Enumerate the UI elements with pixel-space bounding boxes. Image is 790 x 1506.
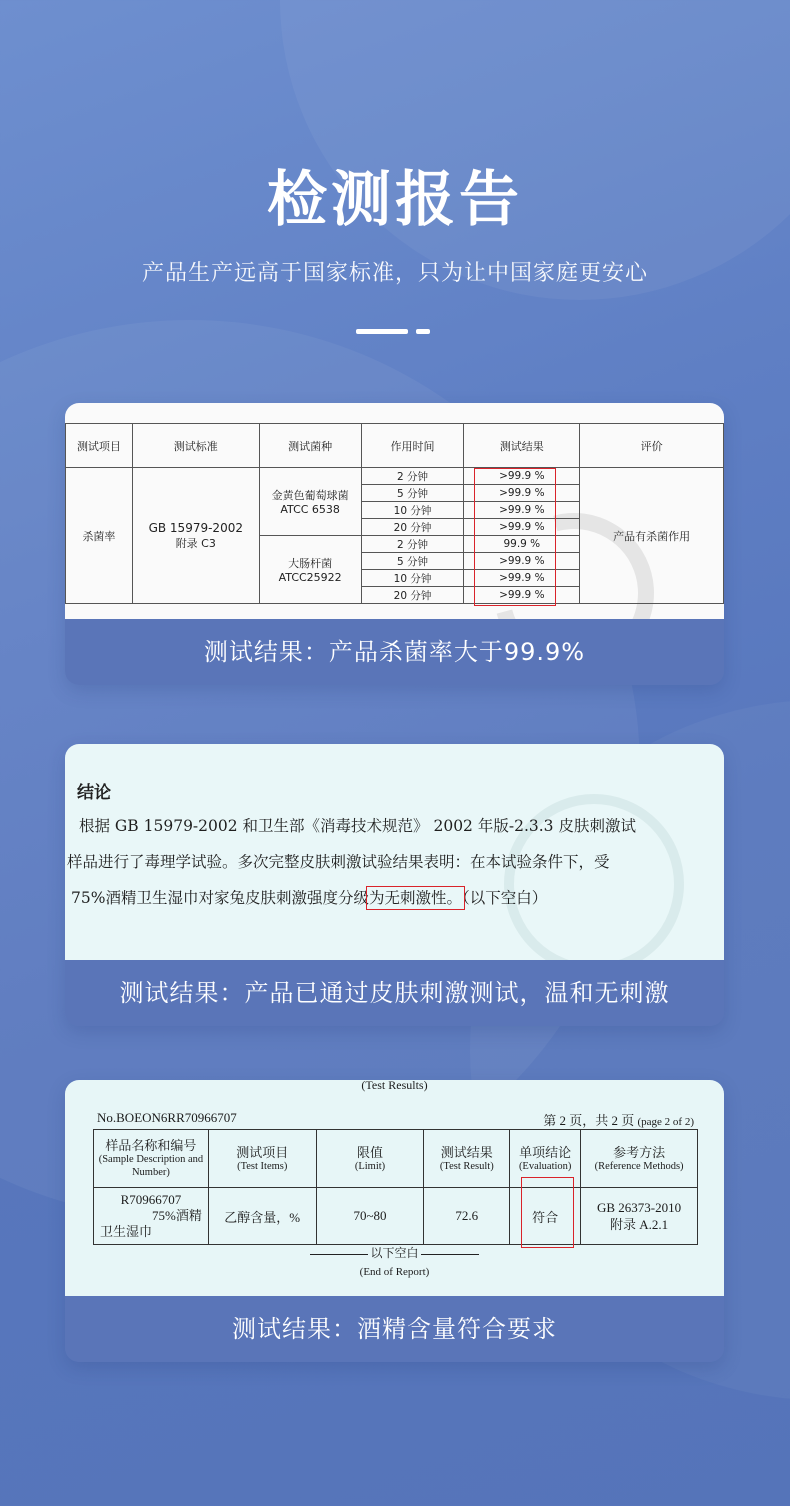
test-results-label: (Test Results) (361, 1080, 428, 1092)
sterilization-table (65, 423, 724, 604)
conclusion-line: 样品进行了毒理学试验。多次完整皮肤刺激试验结果表明：在本试验条件下，受 (67, 853, 610, 871)
end-text-cn: 以下空白 (370, 1246, 419, 1260)
report-card-alcohol (65, 1080, 724, 1362)
card-caption: 测试结果：酒精含量符合要求 (65, 1296, 724, 1362)
sample-line: 75%酒精 (152, 1208, 202, 1223)
method-line: 附录 A.2.1 (610, 1217, 669, 1232)
title-divider-dot (416, 329, 430, 334)
header-cell (424, 1130, 510, 1188)
header-cell (316, 1130, 424, 1188)
page-title: 检测报告 (267, 165, 523, 235)
result-cell: >99.9 % (464, 485, 580, 502)
result-highlight-box (474, 468, 556, 606)
result-cell: >99.9 % (464, 468, 580, 485)
time-cell: 2 分钟 (361, 468, 464, 485)
header-cn: 限值 (356, 1144, 383, 1160)
strain-cell (259, 468, 361, 536)
test-item-cell: 杀菌率 (66, 468, 133, 604)
header-cell (581, 1130, 698, 1188)
page-en: (page 2 of 2) (637, 1116, 694, 1128)
header-en: (Sample Description and Number) (98, 1154, 204, 1178)
sterilization-report-image (65, 403, 724, 619)
header-en: (Limit) (354, 1160, 386, 1172)
strain-name: 金黄色葡萄球菌 (271, 489, 349, 502)
end-dash (310, 1254, 368, 1255)
end-text-en: (End of Report) (359, 1266, 430, 1278)
evaluation-cell: 符合 (510, 1188, 581, 1245)
result-cell: >99.9 % (464, 519, 580, 536)
sample-line: 卫生湿巾 (100, 1224, 153, 1239)
header-cn: 测试项目 (236, 1144, 289, 1160)
report-card-sterilization (65, 403, 724, 685)
header-cn: 样品名称和编号 (105, 1138, 197, 1153)
result-cell: >99.9 % (464, 570, 580, 587)
standard-line: GB 15979-2002 (148, 520, 243, 535)
table-header-row (94, 1130, 698, 1188)
report-card-skin-irritation (65, 744, 724, 1026)
strain-name: 大肠杆菌 (288, 557, 333, 570)
time-cell: 5 分钟 (361, 485, 464, 502)
header-cn: 测试结果 (440, 1144, 493, 1160)
card-caption: 测试结果：产品已通过皮肤刺激测试，温和无刺激 (65, 960, 724, 1026)
time-cell: 5 分钟 (361, 553, 464, 570)
method-line: GB 26373-2010 (597, 1200, 682, 1215)
evaluation-cell: 产品有杀菌作用 (580, 468, 724, 604)
time-cell: 20 分钟 (361, 519, 464, 536)
header-cell (94, 1130, 209, 1188)
title-divider (356, 329, 408, 334)
item-cell: 乙醇含量，% (208, 1188, 316, 1245)
end-dash (421, 1254, 479, 1255)
result-cell: 72.6 (424, 1188, 510, 1245)
header-cell: 测试结果 (464, 424, 580, 468)
page-cn: 第 2 页，共 2 页 (543, 1113, 635, 1128)
table-row (94, 1188, 698, 1245)
header-cell: 作用时间 (361, 424, 464, 468)
result-cell: 99.9 % (464, 536, 580, 553)
limit-cell: 70~80 (316, 1188, 424, 1245)
strain-code: ATCC25922 (278, 571, 342, 584)
alcohol-table (93, 1129, 698, 1245)
card-caption: 测试结果：产品杀菌率大于99.9% (65, 619, 724, 685)
time-cell: 2 分钟 (361, 536, 464, 553)
header-en: (Evaluation) (518, 1160, 572, 1172)
strain-cell (259, 536, 361, 604)
header-en: (Test Result) (439, 1160, 494, 1172)
conclusion-line (71, 886, 547, 908)
evaluation-highlight-box (521, 1177, 574, 1248)
conclusion-line: 根据 GB 15979-2002 和卫生部《消毒技术规范》 2002 年版-2.3.3 皮肤刺激试 (79, 817, 636, 835)
header-cell: 测试项目 (66, 424, 133, 468)
strain-code: ATCC 6538 (280, 503, 340, 516)
header-cn: 参考方法 (613, 1144, 666, 1160)
header-cell (208, 1130, 316, 1188)
method-cell (581, 1188, 698, 1245)
time-cell: 10 分钟 (361, 502, 464, 519)
background-circle (280, 0, 790, 300)
result-cell: >99.9 % (464, 553, 580, 570)
skin-irritation-report-image (65, 744, 724, 960)
end-marker (65, 1244, 724, 1261)
header-cell: 测试标准 (132, 424, 259, 468)
conclusion-text-part: 75%酒精卫生湿巾对家兔皮肤刺激强度分级 (71, 889, 369, 907)
conclusion-heading: 结论 (77, 783, 111, 803)
conclusion-highlight: 为无刺激性。 (368, 889, 462, 907)
sample-cell (94, 1188, 209, 1245)
page-indicator (543, 1110, 694, 1129)
conclusion-text-part: （以下空白） (461, 889, 548, 907)
result-cell: >99.9 % (464, 587, 580, 604)
result-cell: >99.9 % (464, 502, 580, 519)
standard-cell (132, 468, 259, 604)
time-cell: 20 分钟 (361, 587, 464, 604)
header-en: (Test Items) (237, 1160, 288, 1172)
header-cell: 评价 (580, 424, 724, 468)
header-cell: 测试菌种 (259, 424, 361, 468)
header-en: (Reference Methods) (594, 1160, 684, 1172)
report-number: No.BOEON6RR70966707 (97, 1110, 237, 1125)
alcohol-report-image (65, 1080, 724, 1296)
sample-line: R70966707 (120, 1192, 182, 1207)
standard-line: 附录 C3 (175, 536, 216, 550)
time-cell: 10 分钟 (361, 570, 464, 587)
table-header-row (66, 424, 724, 468)
header-cn: 单项结论 (519, 1144, 572, 1160)
table-row (66, 468, 724, 485)
page-subtitle: 产品生产远高于国家标准，只为让中国家庭更安心 (141, 261, 648, 286)
